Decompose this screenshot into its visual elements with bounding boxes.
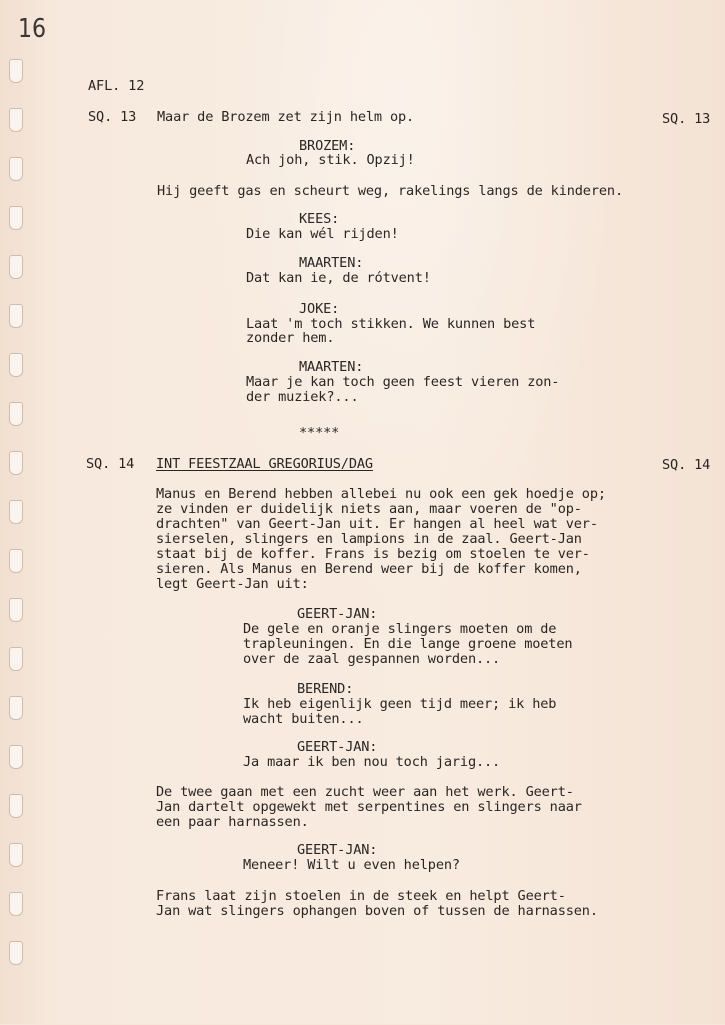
binder-hole [9,59,23,83]
sq14-action-line: sierselen, slingers en lampions in de zaal. Geert-Jan [156,531,582,547]
sq14-action-line: Manus en Berend hebben allebei nu ook een gek hoedje op; [156,486,606,502]
sq14-action-line: ze vinden er duidelijk niets aan, maar voeren de "op- [156,501,582,517]
sq14-action-line: een paar harnassen. [156,814,309,830]
sq13-left-label: SQ. 13 [88,109,137,125]
binder-hole [9,843,23,867]
character-geert-jan: GEERT-JAN: [297,739,378,755]
scene-heading: INT FEESTZAAL GREGORIUS/DAG [156,456,373,472]
sq14-left-label: SQ. 14 [86,456,135,472]
binder-hole [9,451,23,475]
sq14-action-line: Frans laat zijn stoelen in de steek en helpt Geert- [156,888,566,904]
dialogue-geert-jan: Meneer! Wilt u even helpen? [243,857,460,873]
sq14-action-line: Jan wat slingers ophangen boven of tussen de harnassen. [156,903,598,919]
dialogue-geert-jan-line: De gele en oranje slingers moeten om de [243,621,557,637]
sq14-action-line: Jan dartelt opgewekt met serpentines en slingers naar [156,799,582,815]
dialogue-maarten-line: der muziek?... [246,389,359,405]
binder-hole [9,549,23,573]
dialogue-geert-jan-line: trapleuningen. En die lange groene moeten [243,636,573,652]
dialogue-berend-line: Ik heb eigenlijk geen tijd meer; ik heb [243,696,557,712]
dialogue-maarten: Dat kan ie, de rótvent! [246,270,431,286]
dialogue-maarten-line: Maar je kan toch geen feest vieren zon- [246,374,560,390]
binder-hole [9,892,23,916]
character-berend: BEREND: [297,681,354,697]
binder-hole [9,402,23,426]
character-maarten: MAARTEN: [299,255,364,271]
dialogue-geert-jan: Ja maar ik ben nou toch jarig... [243,754,501,770]
character-geert-jan: GEERT-JAN: [297,606,378,622]
sq13-right-label: SQ. 13 [662,111,711,127]
binder-hole [9,696,23,720]
sq14-action-line: sieren. Als Manus en Berend weer bij de koffer komen, [156,561,582,577]
binder-hole [9,255,23,279]
sq14-action-line: drachten" van Geert-Jan uit. Er hangen al heel wat ver- [156,516,598,532]
dialogue-brozem: Ach joh, stik. Opzij! [246,152,415,168]
character-brozem: BROZEM: [299,138,356,154]
character-geert-jan: GEERT-JAN: [297,842,378,858]
binder-hole [9,794,23,818]
dialogue-kees: Die kan wél rijden! [246,226,399,242]
episode-label: AFL. 12 [88,78,145,94]
binder-hole [9,647,23,671]
binder-hole [9,108,23,132]
binder-hole [9,157,23,181]
dialogue-geert-jan-line: over de zaal gespannen worden... [243,651,501,667]
character-kees: KEES: [299,211,340,227]
binder-hole [9,500,23,524]
binder-hole [9,353,23,377]
binder-hole [9,598,23,622]
binder-hole [9,941,23,965]
character-maarten: MAARTEN: [299,359,364,375]
binder-holes [9,45,31,1025]
sq14-right-label: SQ. 14 [662,457,711,473]
dialogue-joke-line: zonder hem. [246,330,335,346]
dialogue-joke-line: Laat 'm toch stikken. We kunnen best [246,316,536,332]
binder-hole [9,304,23,328]
character-joke: JOKE: [299,301,340,317]
sq13-action-1: Maar de Brozem zet zijn helm op. [157,109,415,125]
scene-separator: ***** [299,425,340,441]
sq14-action-line: legt Geert-Jan uit: [156,576,309,592]
sq13-action-2: Hij geeft gas en scheurt weg, rakelings langs de kinderen. [157,183,623,199]
binder-hole [9,745,23,769]
sq14-action-line: De twee gaan met een zucht weer aan het werk. Geert- [156,784,574,800]
page-number: 16 [18,14,47,44]
dialogue-berend-line: wacht buiten... [243,711,364,727]
binder-hole [9,206,23,230]
sq14-action-line: staat bij de koffer. Frans is bezig om stoelen te ver- [156,546,590,562]
